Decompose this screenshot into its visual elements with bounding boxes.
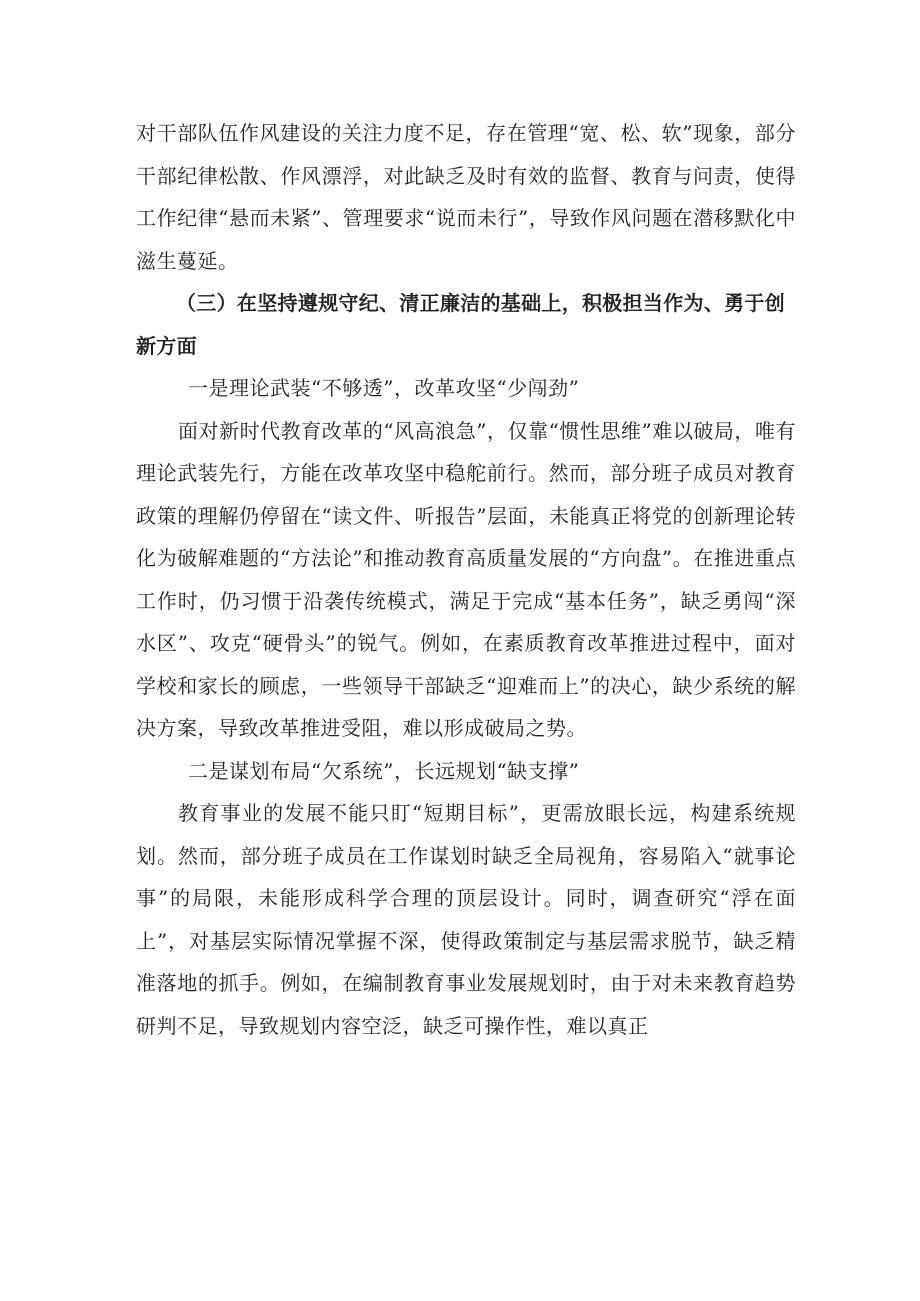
paragraph-theory: 面对新时代教育改革的“风高浪急”，仅靠“惯性思维”难以破局，唯有理论武装先行，方能在改革攻坚中稳舵前行。然而，部分班子成员对教育政策的理解仍停留在“读文件、听报告”层面，未能真正将党的创新理论转化为破解难题的“方法论”和推动教育高质量发展的“方向盘”。在推进重点工作时，仍习惯于沿袭传统模式，满足于完成“基本任务”，缺乏勇闯“深水区”、攻克“硬骨头”的锐气。例如，在素质教育改革推进过程中，面对学校和家长的顾虑，一些领导干部缺乏“迎难而上”的决心，缺少系统的解决方案，导致改革推进受阻，难以形成破局之势。 [136, 418, 796, 740]
paragraph-continuation: 对干部队伍作风建设的关注力度不足，存在管理“宽、松、软”现象，部分干部纪律松散、作风漂浮，对此缺乏及时有效的监督、教育与问责，使得工作纪律“悬而未紧”、管理要求“说而未行”，导致作风问题在潜移默化中滋生蔓延。 [136, 121, 796, 273]
section-heading: （三）在坚持遵规守纪、清正廉洁的基础上，积极担当作为、勇于创新方面 [136, 291, 785, 358]
document-body [136, 112, 796, 1047]
subheading-planning: 二是谋划布局“欠系统”，长远规划“缺支撑” [188, 758, 580, 783]
paragraph-planning: 教育事业的发展不能只盯“短期目标”，更需放眼长远，构建系统规划。然而，部分班子成员在工作谋划时缺乏全局视角，容易陷入“就事论事”的局限，未能形成科学合理的顶层设计。同时，调查研究“浮在面上”，对基层实际情况掌握不深，使得政策制定与基层需求脱节，缺乏精准落地的抓手。例如，在编制教育事业发展规划时，由于对未来教育趋势研判不足，导致规划内容空泛，缺乏可操作性，难以真正 [136, 801, 796, 1038]
subheading-theory: 一是理论武装“不够透”，改革攻坚“少闯劲” [188, 376, 580, 400]
